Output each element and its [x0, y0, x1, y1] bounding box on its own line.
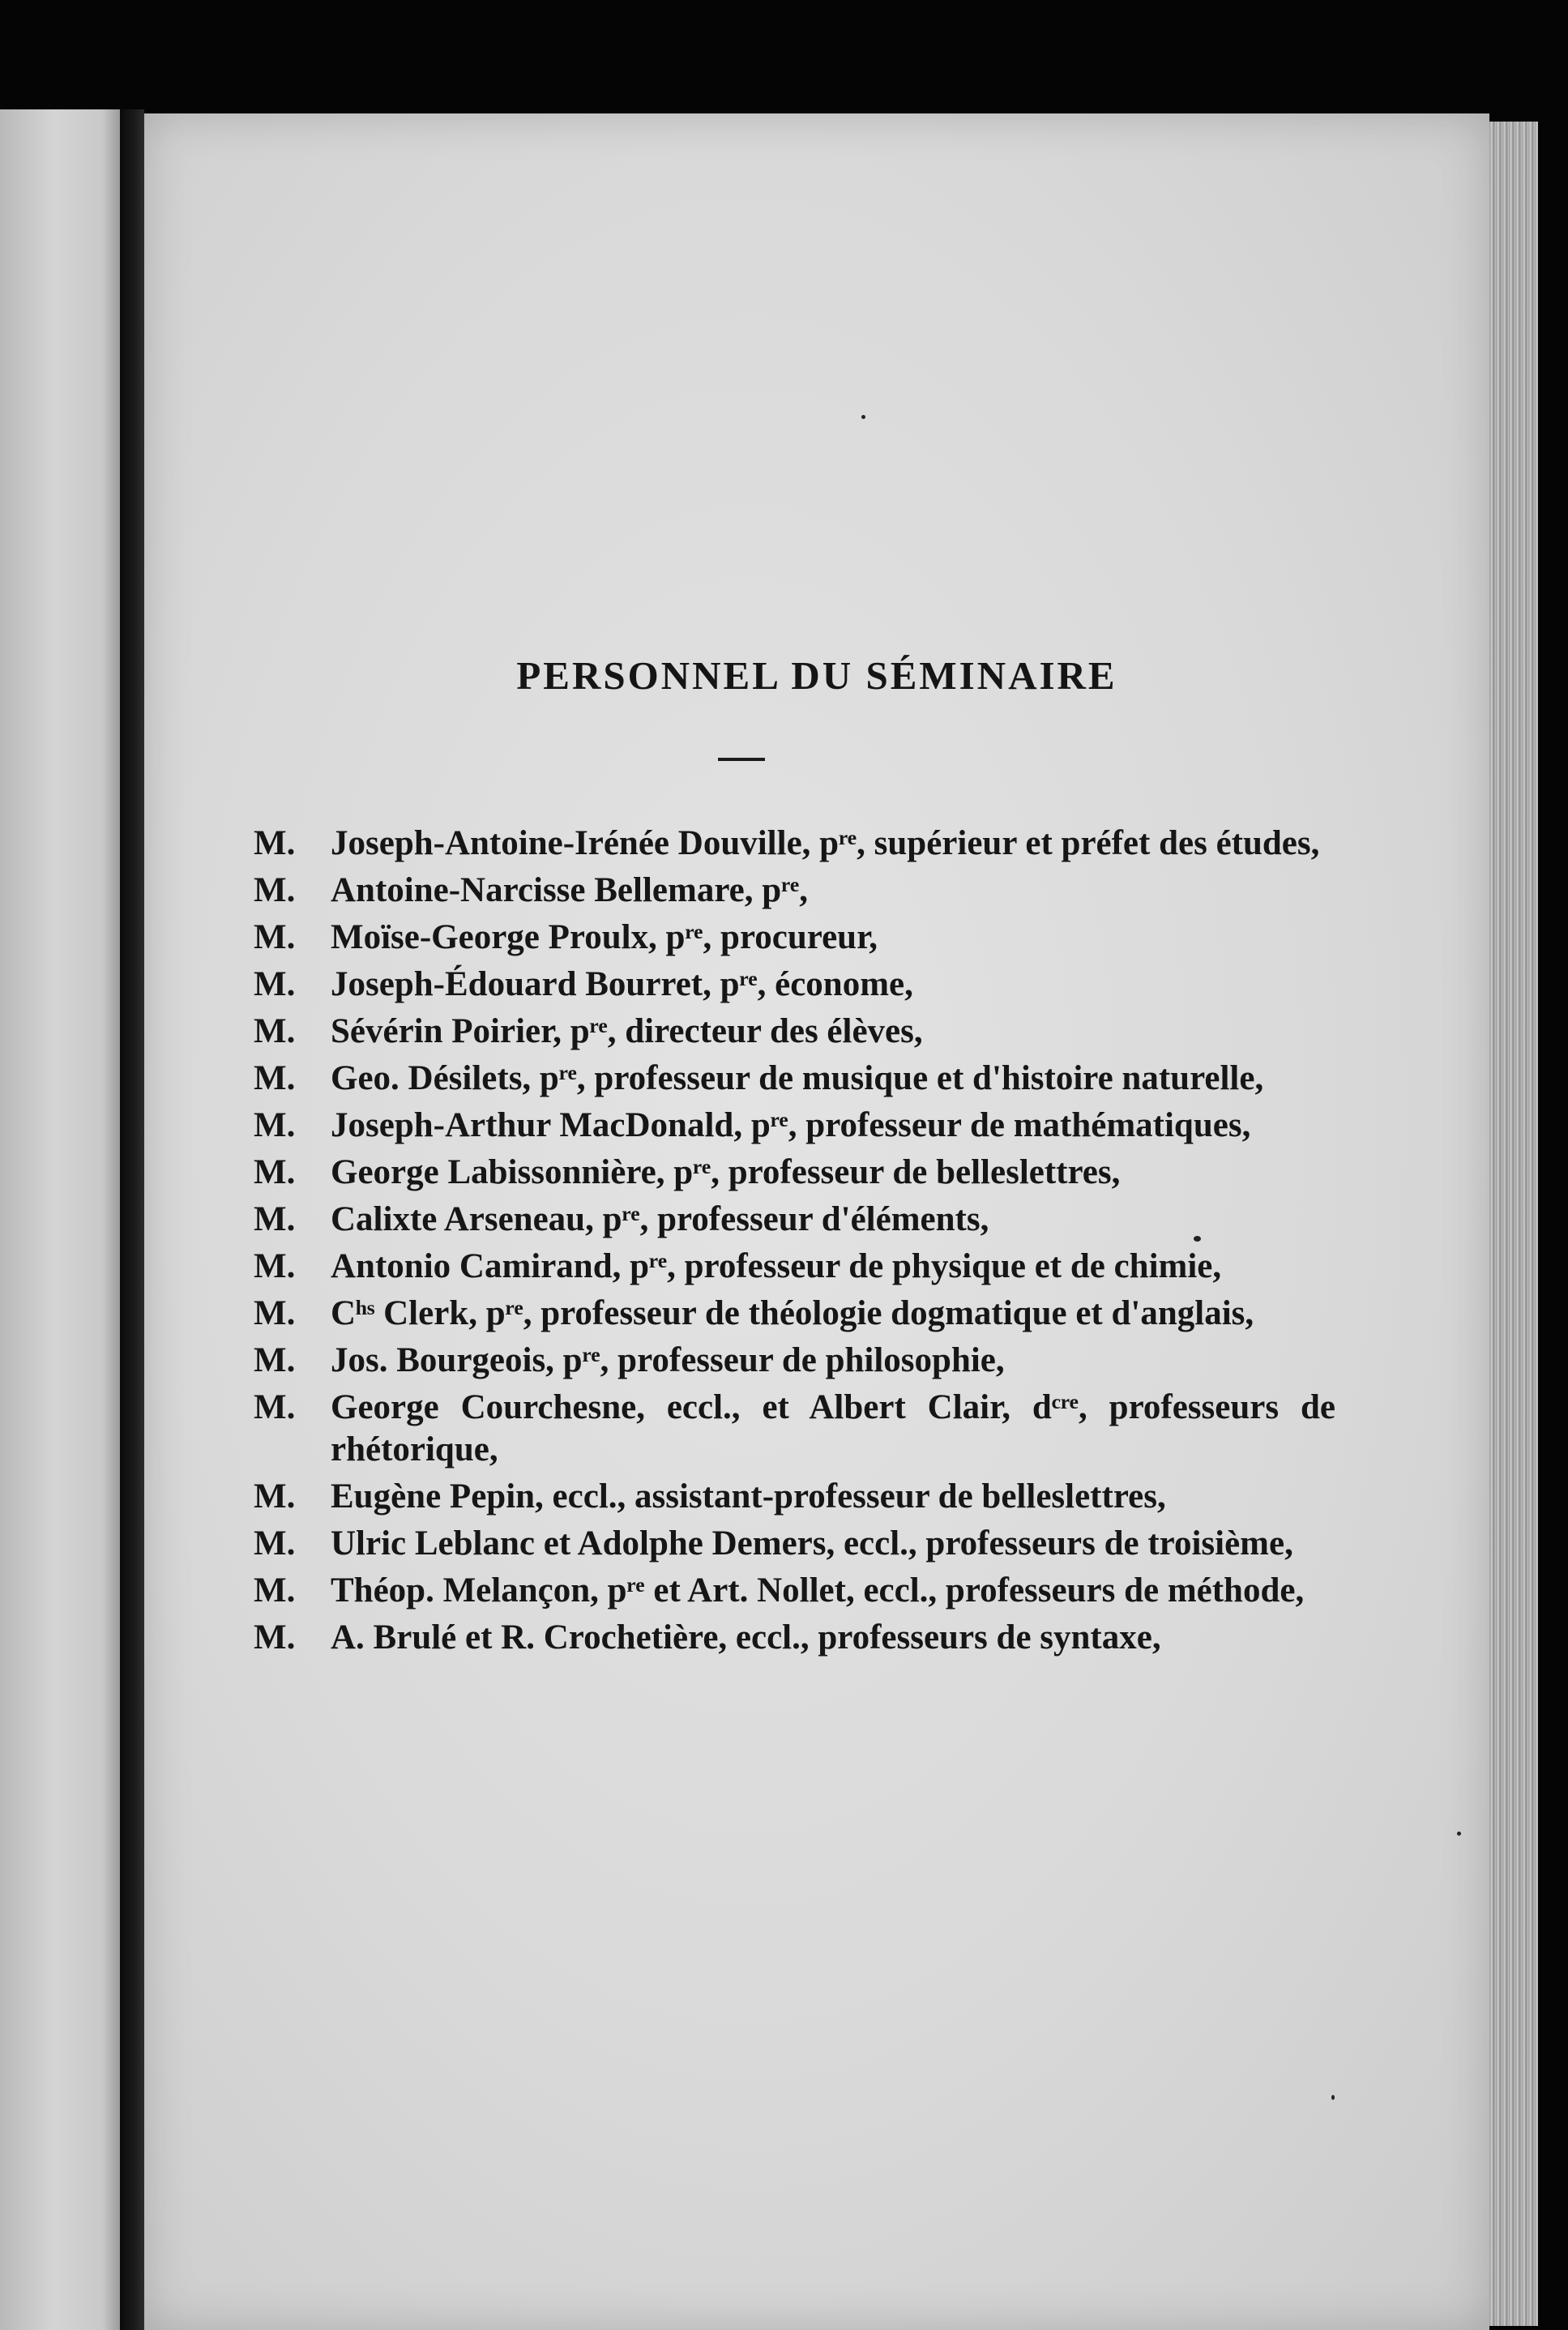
- entry-prefix: M.: [254, 1012, 296, 1050]
- entry-prefix: M.: [254, 965, 296, 1003]
- personnel-entry: [254, 870, 1335, 912]
- page-stack-edge: [1489, 122, 1538, 2326]
- personnel-entry: [254, 1570, 1335, 1612]
- personnel-entry: [254, 1476, 1335, 1518]
- entry-prefix: M.: [254, 1106, 296, 1144]
- entry-prefix: M.: [254, 871, 296, 909]
- entry-text: Cʰˢ Clerk, pʳᵉ, professeur de théologie dogmatique et d'anglais,: [331, 1294, 1254, 1332]
- entry-text: Joseph-Antoine-Irénée Douville, pʳᵉ, supérieur et préfet des études,: [331, 824, 1320, 862]
- entry-prefix: M.: [254, 1153, 296, 1191]
- personnel-entry: [254, 1105, 1335, 1147]
- entry-prefix: M.: [254, 1200, 296, 1238]
- personnel-entry: [254, 1058, 1335, 1100]
- entry-prefix: M.: [254, 918, 296, 956]
- entry-text: Geo. Désilets, pʳᵉ, professeur de musique et d'histoire naturelle,: [331, 1059, 1264, 1097]
- entry-prefix: M.: [254, 1388, 296, 1426]
- page-title: PERSONNEL DU SÉMINAIRE: [516, 653, 1117, 698]
- entry-prefix: M.: [254, 824, 296, 862]
- ink-speck: [1457, 1832, 1461, 1836]
- entry-text: Antonio Camirand, pʳᵉ, professeur de physique et de chimie,: [331, 1247, 1222, 1285]
- entry-prefix: M.: [254, 1524, 296, 1563]
- personnel-entry: [254, 1011, 1335, 1053]
- entry-text: George Courchesne, eccl., et Albert Clair, dᶜʳᵉ, professeurs de rhétorique,: [331, 1388, 1335, 1469]
- scan-border: [1538, 0, 1568, 2330]
- personnel-entry: [254, 1387, 1335, 1471]
- ink-speck: [1331, 2095, 1335, 2100]
- entry-prefix: M.: [254, 1294, 296, 1332]
- personnel-entry: [254, 1246, 1335, 1288]
- entry-prefix: M.: [254, 1341, 296, 1379]
- personnel-entry: [254, 1523, 1335, 1565]
- entry-text: Eugène Pepin, eccl., assistant-professeur de belleslettres,: [331, 1477, 1166, 1516]
- entry-text: Calixte Arseneau, pʳᵉ, professeur d'éléments,: [331, 1200, 989, 1238]
- personnel-list: [254, 823, 1335, 1664]
- ink-speck: [1194, 1236, 1201, 1242]
- personnel-entry: [254, 1152, 1335, 1194]
- personnel-entry: [254, 1293, 1335, 1335]
- entry-text: Jos. Bourgeois, pʳᵉ, professeur de philosophie,: [331, 1341, 1005, 1379]
- book-page: [144, 113, 1489, 2330]
- entry-text: A. Brulé et R. Crochetière, eccl., professeurs de syntaxe,: [331, 1618, 1161, 1657]
- entry-text: Ulric Leblanc et Adolphe Demers, eccl., professeurs de troisième,: [331, 1524, 1293, 1563]
- personnel-entry: [254, 823, 1335, 865]
- title-rule: [718, 758, 765, 761]
- entry-text: Antoine-Narcisse Bellemare, pʳᵉ,: [331, 871, 808, 909]
- entry-text: Sévérin Poirier, pʳᵉ, directeur des élèves,: [331, 1012, 923, 1050]
- ink-speck: [861, 415, 865, 419]
- facing-page-edge: [0, 109, 120, 2330]
- entry-text: Moïse-George Proulx, pʳᵉ, procureur,: [331, 918, 878, 956]
- entry-text: Joseph-Arthur MacDonald, pʳᵉ, professeur de mathématiques,: [331, 1106, 1251, 1144]
- entry-prefix: M.: [254, 1059, 296, 1097]
- entry-prefix: M.: [254, 1571, 296, 1610]
- entry-prefix: M.: [254, 1618, 296, 1657]
- entry-text: Théop. Melançon, pʳᵉ et Art. Nollet, eccl., professeurs de méthode,: [331, 1571, 1305, 1610]
- entry-prefix: M.: [254, 1247, 296, 1285]
- entry-prefix: M.: [254, 1477, 296, 1516]
- personnel-entry: [254, 964, 1335, 1006]
- personnel-entry: [254, 1617, 1335, 1659]
- book-gutter: [120, 109, 144, 2330]
- personnel-entry: [254, 1199, 1335, 1241]
- entry-text: Joseph-Édouard Bourret, pʳᵉ, économe,: [331, 965, 913, 1003]
- personnel-entry: [254, 1340, 1335, 1382]
- entry-text: George Labissonnière, pʳᵉ, professeur de belleslettres,: [331, 1153, 1121, 1191]
- personnel-entry: [254, 917, 1335, 959]
